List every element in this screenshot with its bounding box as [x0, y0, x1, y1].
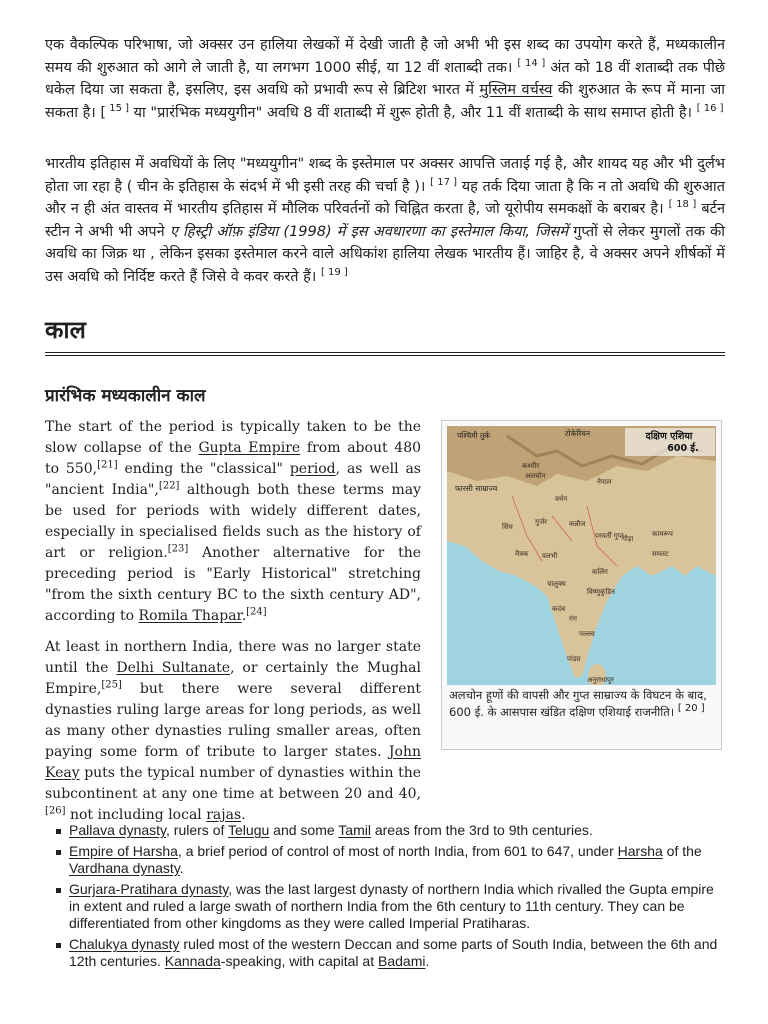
figure-caption: [449, 687, 715, 721]
text: from about 480 to 550,: [45, 440, 422, 477]
link-john-keay[interactable]: John Keay: [45, 744, 421, 781]
dynasty-list: [45, 822, 725, 974]
text: ruled most of the western Deccan and some parts of South India, between the 6th and 12th centuries.: [69, 936, 718, 969]
text: not including local: [65, 807, 207, 823]
map-label: वर्धन: [555, 495, 568, 503]
text: areas from the 3rd to 9th centuries.: [370, 822, 593, 838]
citation-link[interactable]: [26]: [45, 805, 66, 817]
link-tamil[interactable]: Tamil: [338, 822, 371, 838]
citation-link[interactable]: [ 14 ]: [517, 57, 546, 69]
text: .: [241, 608, 247, 624]
map-label: वलभी: [542, 552, 558, 560]
text: गुप्तों से लेकर मुगलों तक की अवधि का जिक्र था , लेकिन इसका इस्तेमाल करने वाले अधिकांश हालिया लेखक भारतीय हैं। जाहिर है, वे अक्सर अपने शीर्षकों में उस अवधि को निर्दिष्ट करते हैं जिसे वे कवर करते हैं।: [45, 223, 725, 285]
south-asia-map[interactable]: [447, 426, 716, 685]
citation-14[interactable]: [517, 58, 545, 69]
citation-18[interactable]: [669, 199, 697, 210]
intro-paragraph-1: [45, 34, 725, 124]
map-label: गुर्जर: [535, 518, 547, 526]
text: , rulers of: [166, 822, 229, 838]
link-rajas[interactable]: rajas: [206, 807, 242, 823]
citation-link[interactable]: [25]: [101, 679, 122, 691]
paragraph-period-start: [45, 417, 421, 627]
text: , was the last largest dynasty of northern India which rivalled the Gupta empire in extent and ruled a large swath of northern India from the 6th century to 11th century. They can be differentiated from other kingdoms as they were called Imperial Pratiharas.: [69, 881, 714, 931]
map-title: दक्षिण एशिया: [645, 431, 693, 442]
text: The start of the period is typically taken to be the slow collapse of the: [45, 419, 421, 456]
map-label: कश्मीर: [522, 462, 540, 470]
map-label: विष्णुकुंडिन: [587, 588, 615, 596]
map-label: फारसी साम्राज्य: [455, 484, 498, 493]
text: बर्टन स्टीन ने अभी भी अपने: [45, 201, 725, 240]
citation-link[interactable]: [23]: [167, 543, 189, 555]
bullet: [56, 888, 61, 893]
intro-paragraph-2: [45, 153, 725, 288]
bullet: [56, 850, 61, 855]
citation-22[interactable]: [159, 480, 180, 491]
link-chalukya-dynasty[interactable]: Chalukya dynasty: [69, 936, 180, 952]
citation-link[interactable]: [ 17 ]: [430, 176, 458, 188]
bullet: [56, 943, 61, 948]
list-item: [45, 822, 725, 839]
map-label: कन्नौज: [569, 520, 586, 528]
link-pallava-dynasty[interactable]: Pallava dynasty: [69, 822, 167, 838]
citation-25[interactable]: [101, 679, 122, 690]
section-heading: काल: [45, 313, 725, 353]
map-label: गौड़ा: [622, 535, 634, 543]
list-item: [45, 881, 725, 932]
heading-divider: [45, 355, 725, 356]
map-label: कदंब: [552, 605, 566, 613]
text: of the: [662, 843, 702, 859]
link-period[interactable]: period: [289, 461, 336, 477]
link-gurjara-pratihara-dynasty[interactable]: Gurjara-Pratihara dynasty: [69, 881, 229, 897]
citation-link[interactable]: [ 18 ]: [668, 199, 697, 211]
map-label: नेपाल: [597, 478, 612, 486]
link-telugu[interactable]: Telugu: [228, 822, 270, 838]
text: .: [425, 953, 430, 969]
text: ending the "classical": [117, 461, 290, 477]
text: although both these terms may be used for periods with widely different dates, especially in specialised fields such as the history of art or religion.: [45, 482, 421, 561]
citation-link[interactable]: [22]: [158, 480, 180, 492]
link-kannada[interactable]: Kannada: [164, 953, 221, 969]
paragraph-dynasties: [45, 637, 421, 826]
map-figure: [441, 420, 722, 750]
link-delhi-sultanate[interactable]: Delhi Sultanate: [116, 660, 231, 676]
citation-16[interactable]: [697, 103, 724, 114]
citation-link[interactable]: [24]: [246, 606, 267, 618]
map-label: अलचोन: [525, 472, 546, 480]
citation-26[interactable]: [45, 805, 66, 816]
text: , as well as "ancient India",: [45, 461, 421, 498]
citation-link[interactable]: [ 16 ]: [696, 102, 724, 114]
map-label: सिंध: [502, 523, 513, 531]
map-label: पांड्य: [567, 655, 581, 663]
text: and some: [269, 822, 339, 838]
map-label: टोकेरियन: [565, 429, 591, 438]
citation-link[interactable]: 15 ]: [106, 102, 130, 114]
map-label: पल्लव: [579, 630, 595, 638]
link-badami[interactable]: Badami: [378, 953, 426, 969]
book-title: ए हिस्ट्री ऑफ़ इंडिया (1998) में इस अवधारणा का इस्तेमाल किया, जिसमें: [169, 223, 569, 240]
citation-15[interactable]: [106, 103, 129, 114]
citation-17[interactable]: [430, 177, 457, 188]
link-romila-thapar[interactable]: Romila Thapar: [138, 608, 242, 624]
text: .: [179, 860, 184, 876]
caption-text: अलचोन हूणों की वापसी और गुप्त साम्राज्य के विघटन के बाद, 600 ई. के आसपास खंडित दक्षिण एशियाई राजनीति।: [449, 688, 707, 719]
text: , a brief period of control of most of north India, from 601 to 647, under: [177, 843, 618, 859]
link-vardhana-dynasty[interactable]: Vardhana dynasty: [69, 860, 180, 876]
text: यह तर्क दिया जाता है कि न तो अवधि की शुरुआत और न ही अंत वास्तव में भारतीय इतिहास में मौलिक परिवर्तनों को चिह्नित करता है, जो यूरोपीय समकक्षों के बराबर है।: [45, 178, 725, 217]
text: एक वैकल्पिक परिभाषा, जो अक्सर उन हालिया लेखकों में देखी जाती है जो अभी भी इस शब्द का उपयोग करते हैं, मध्यकालीन समय की शुरुआत को आगे ले जाती है, या लगभग 1000 सीई, या 12 वीं शताब्दी तक।: [45, 37, 725, 76]
citation-21[interactable]: [97, 459, 118, 470]
citation-link[interactable]: [21]: [97, 459, 118, 471]
map-label: गंग: [569, 615, 577, 623]
citation-20[interactable]: [678, 703, 705, 714]
text: but there were several different dynasties ruling large areas for long periods, as well as many other dynasties ruling smaller areas, often paying some form of tribute to larger states.: [45, 681, 421, 760]
text: puts the typical number of dynasties within the subcontinent at any one time at between 20 and 40,: [45, 765, 421, 802]
list-item: [45, 936, 725, 970]
text: -speaking, with capital at: [220, 953, 378, 969]
link-empire-of-harsha[interactable]: Empire of Harsha: [69, 843, 178, 859]
citation-24[interactable]: [246, 606, 267, 617]
link-muslim-dominance[interactable]: मुस्लिम वर्चस्व: [479, 82, 553, 98]
bullet: [56, 829, 61, 834]
map-label: मैत्रक: [515, 550, 529, 558]
map-label: पश्चिमी तुर्क: [457, 431, 490, 440]
citation-link[interactable]: [ 20 ]: [677, 703, 705, 715]
text: .: [241, 807, 246, 823]
citation-19[interactable]: [321, 267, 348, 278]
text: , or certainly the Mughal Empire,: [45, 660, 421, 697]
text: At least in northern India, there was no larger state until the: [45, 639, 421, 676]
map-date: 600 ई.: [667, 443, 699, 454]
text: Another alternative for the preceding period is "Early Historical" stretching "from the sixth century BC to the sixth century AD", according to: [45, 545, 421, 624]
map-label: कामरूप: [652, 530, 673, 538]
map-label: चालुक्य: [547, 580, 566, 588]
link-harsha[interactable]: Harsha: [617, 843, 663, 859]
text: भारतीय इतिहास में अवधियों के लिए "मध्ययुगीन" शब्द के इस्तेमाल पर अक्सर आपत्ति जताई गई है, और शायद यह और भी दुर्लभ होता जा रहा है ( चीन के इतिहास के संदर्भ में भी इसी तरह की चर्चा है )।: [45, 156, 725, 195]
link-gupta-empire[interactable]: Gupta Empire: [198, 440, 301, 456]
map-label: कलिंग: [592, 568, 608, 576]
text: अंत को 18 वीं शताब्दी तक पीछे धकेल दिया जा सकता है, इसलिए, इस अवधि को प्रभावी रूप से ब्रिटिश भारत में: [45, 59, 725, 98]
citation-23[interactable]: [168, 543, 189, 554]
map-label: समतट: [652, 550, 669, 558]
text: की शुरुआत के रूप में माना जा सकता है। [: [45, 82, 725, 121]
subsection-heading: प्रारंभिक मध्यकालीन काल: [45, 386, 206, 406]
map-label: अनुराधापुर: [587, 676, 614, 684]
map-label: परवर्ती गुप्त: [595, 532, 624, 540]
text: या "प्रारंभिक मध्ययुगीन" अवधि 8 वीं शताब्दी में शुरू होती है, और 11 वीं शताब्दी के साथ समाप्त होती है।: [129, 104, 697, 121]
list-item: [45, 843, 725, 877]
citation-link[interactable]: [ 19 ]: [320, 266, 348, 278]
